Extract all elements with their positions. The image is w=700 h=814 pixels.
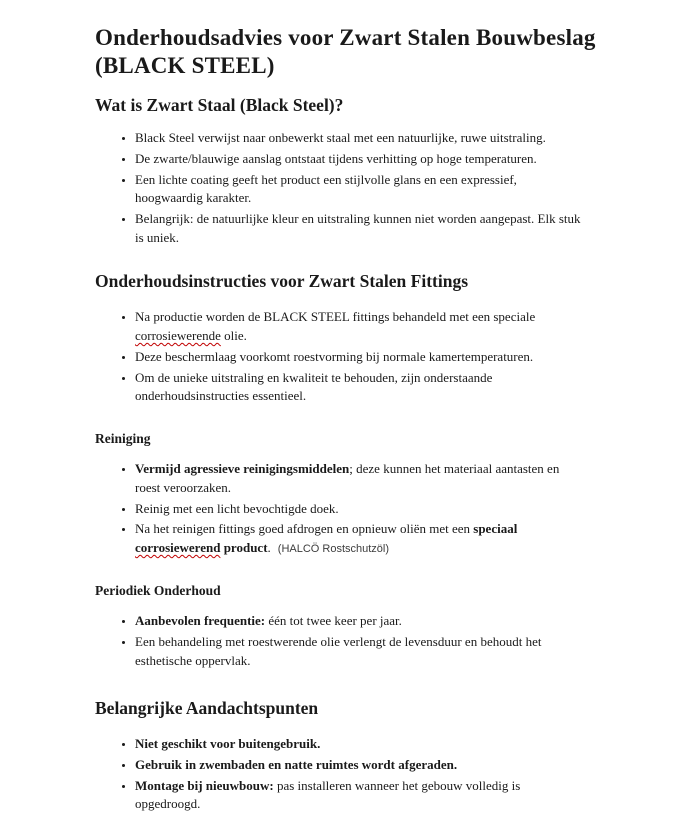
text-segment: Reinig met een licht bevochtigde doek.: [135, 500, 339, 516]
list-item: [135, 520, 612, 558]
text-segment: product: [220, 540, 268, 556]
list-item: [135, 129, 612, 148]
document-title: Onderhoudsadvies voor Zwart Stalen Bouwbeslag (BLACK STEEL): [95, 25, 596, 79]
list-item: [135, 735, 612, 754]
text-segment: De zwarte/blauwige aanslag ontstaat tijdens verhitting op hoge temperaturen.: [135, 150, 537, 166]
bullet-list-onderhoudsinstructies: [95, 308, 612, 406]
text-segment: Niet geschikt voor buitengebruik.: [135, 736, 321, 752]
bullet-list-reiniging: [95, 460, 612, 558]
bullet-list-wat-is-zwart-staal: [95, 129, 612, 247]
list-item: [135, 369, 612, 406]
list-item: [135, 756, 612, 775]
text-segment: olie.: [220, 328, 247, 344]
list-item: [135, 500, 612, 519]
section-heading-wat-is-zwart-staal: Wat is Zwart Staal (Black Steel)?: [95, 95, 344, 116]
list-item: [135, 633, 612, 670]
list-item: [135, 348, 612, 367]
subsection-heading-periodiek-onderhoud: Periodiek Onderhoud: [95, 582, 221, 598]
text-segment: Na het reinigen fittings goed afdrogen en opnieuw oliën met een: [135, 521, 474, 537]
text-segment: Gebruik in zwembaden en natte ruimtes wordt afgeraden.: [135, 756, 458, 772]
text-segment: ; deze kunnen het materiaal aantasten en roest veroorzaken.: [135, 461, 560, 495]
text-segment: Een lichte coating geeft het product een stijlvolle glans en een expressief, hoogwaardig karakter.: [135, 171, 517, 206]
list-item: [135, 612, 612, 631]
list-item: [135, 150, 612, 169]
list-item: [135, 210, 612, 247]
subsection-heading-reiniging: Reiniging: [95, 431, 151, 446]
list-item: [135, 460, 612, 497]
list-item: [135, 777, 612, 814]
text-segment: Belangrijk: de natuurlijke kleur en uitstraling kunnen niet worden aangepast. Elk stuk is uniek.: [135, 210, 581, 245]
text-segment: Black Steel verwijst naar onbewerkt staal met een natuurlijke, ruwe uitstraling.: [135, 130, 546, 146]
bullet-list-periodiek-onderhoud: [95, 612, 612, 670]
section-heading-onderhoudsinstructies: Onderhoudsinstructies voor Zwart Stalen Fittings: [95, 271, 469, 292]
text-segment: pas installeren wanneer het gebouw volledig is opgedroogd.: [135, 777, 521, 812]
text-segment: Een behandeling met roestwerende olie verlengt de levensduur en behoudt het esthetische oppervlak.: [135, 633, 542, 668]
text-segment: Aanbevolen frequentie:: [135, 613, 266, 629]
text-segment: Om de unieke uitstraling en kwaliteit te behouden, zijn onderstaande onderhoudsinstructies essentieel.: [135, 369, 493, 404]
text-segment: corrosiewerende: [135, 328, 221, 344]
inline-note: (HALCÖ Rostschutzöl): [277, 543, 390, 556]
text-segment: corrosiewerend: [135, 540, 221, 556]
text-segment: .: [267, 540, 271, 556]
bullet-list-aandachtspunten: [95, 735, 612, 814]
text-segment: Montage bij nieuwbouw:: [135, 777, 274, 793]
text-segment: één tot twee keer per jaar.: [265, 613, 402, 629]
text-segment: Deze beschermlaag voorkomt roestvorming bij normale kamertemperaturen.: [135, 348, 534, 364]
list-item: [135, 308, 612, 345]
text-segment: Vermijd agressieve reinigingsmiddelen: [135, 461, 350, 477]
text-segment: speciaal: [473, 521, 518, 537]
section-heading-aandachtspunten: Belangrijke Aandachtspunten: [95, 698, 319, 719]
text-segment: Na productie worden de BLACK STEEL fittings behandeld met een speciale: [135, 309, 536, 325]
list-item: [135, 171, 612, 208]
